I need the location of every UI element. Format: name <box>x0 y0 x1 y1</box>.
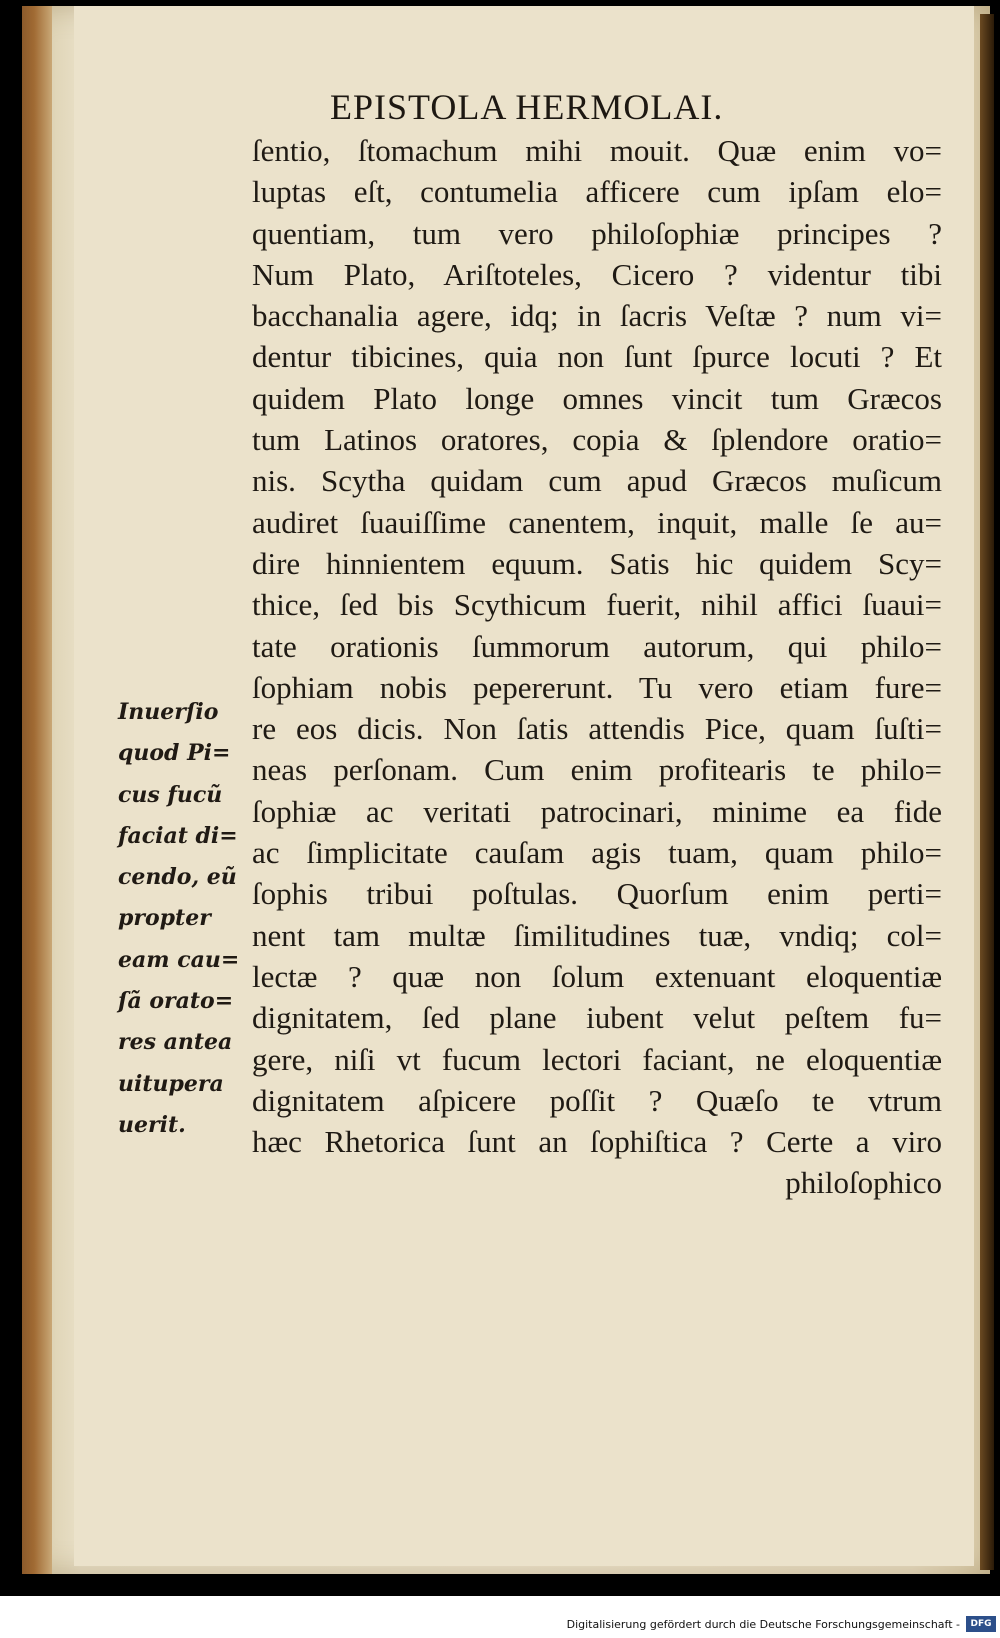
text-line: bacchanalia agere, idq; in ſacris Veſtæ ? num vi= <box>252 298 942 334</box>
text-line: ſentio, ſtomachum mihi mouit. Quæ enim vo= <box>252 133 942 168</box>
text-line-catchword: philoſophico <box>785 1165 942 1201</box>
text-line: lectæ ? quæ non ſolum extenuant eloquentiæ <box>252 958 942 994</box>
digitization-footer <box>0 1596 1000 1638</box>
marginal-line: uitupera <box>118 1070 224 1097</box>
marginal-line: propter <box>118 905 211 932</box>
text-line: ſophiam nobis pepererunt. Tu vero etiam fure= <box>252 669 942 705</box>
marginal-line: ſã orato= <box>118 988 234 1015</box>
marginal-line: eam cau= <box>118 946 240 973</box>
text-line: thice, ſed bis Scythicum fuerit, nihil affici ſuaui= <box>252 587 942 623</box>
binding-edge <box>22 6 52 1574</box>
marginal-note <box>118 692 246 1146</box>
right-edge-shadow <box>980 14 994 1570</box>
text-line: luptas eſt, contumelia afficere cum ipſam elo= <box>252 174 942 210</box>
text-line: dire hinnientem equum. Satis hic quidem Scy= <box>252 545 942 581</box>
text-line: ſophis tribui poſtulas. Quorſum enim perti= <box>252 876 942 912</box>
text-line: tum Latinos oratores, copia & ſplendore oratio= <box>252 422 942 458</box>
marginal-line: quod Pi= <box>118 740 231 767</box>
marginal-line: cendo, eũ <box>118 864 237 891</box>
running-header: EPISTOLA HERMOLAI. <box>330 87 724 127</box>
text-line: gere, niſi vt fucum lectori faciant, ne eloquentiæ <box>252 1041 942 1077</box>
dfg-logo-icon: DFG <box>966 1616 996 1632</box>
text-line: Num Plato, Ariſtoteles, Cicero ? videntur tibi <box>252 256 942 292</box>
text-line: nis. Scytha quidam cum apud Græcos muſicum <box>252 463 942 499</box>
text-line: tate orationis ſummorum autorum, qui philo= <box>252 628 942 664</box>
body-text <box>252 130 942 1204</box>
footer-credit: Digitalisierung gefördert durch die Deutsche Forschungsgemeinschaft - <box>566 1618 960 1631</box>
text-line: dentur tibicines, quia non ſunt ſpurce locuti ? Et <box>252 339 942 375</box>
text-line: audiret ſuauiſſime canentem, inquit, malle ſe au= <box>252 504 942 540</box>
text-line: nent tam multæ ſimilitudines tuæ, vndiq; col= <box>252 917 942 953</box>
marginal-line: Inuerſio <box>118 699 219 725</box>
text-line: ſophiæ ac veritati patrocinari, minime ea fide <box>252 793 942 829</box>
text-line: dignitatem aſpicere poſſit ? Quæſo te vtrum <box>252 1082 942 1118</box>
marginal-line: cus fucũ <box>118 781 223 808</box>
marginal-line: uerit. <box>118 1111 186 1138</box>
text-line: quidem Plato longe omnes vincit tum Græcos <box>252 380 942 416</box>
text-line: neas perſonam. Cum enim profitearis te philo= <box>252 752 942 788</box>
marginal-line: res antea <box>118 1029 233 1056</box>
text-line: quentiam, tum vero philoſophiæ principes ? <box>252 215 942 251</box>
text-line: ac ſimplicitate cauſam agis tuam, quam philo= <box>252 835 942 871</box>
text-line: re eos dicis. Non ſatis attendis Pice, quam ſuſti= <box>252 711 942 747</box>
text-line: hæc Rhetorica ſunt an ſophiſtica ? Certe a viro <box>252 1124 942 1160</box>
marginal-line: faciat di= <box>118 822 238 849</box>
text-line: dignitatem, ſed plane iubent velut peſtem fu= <box>252 1000 942 1036</box>
